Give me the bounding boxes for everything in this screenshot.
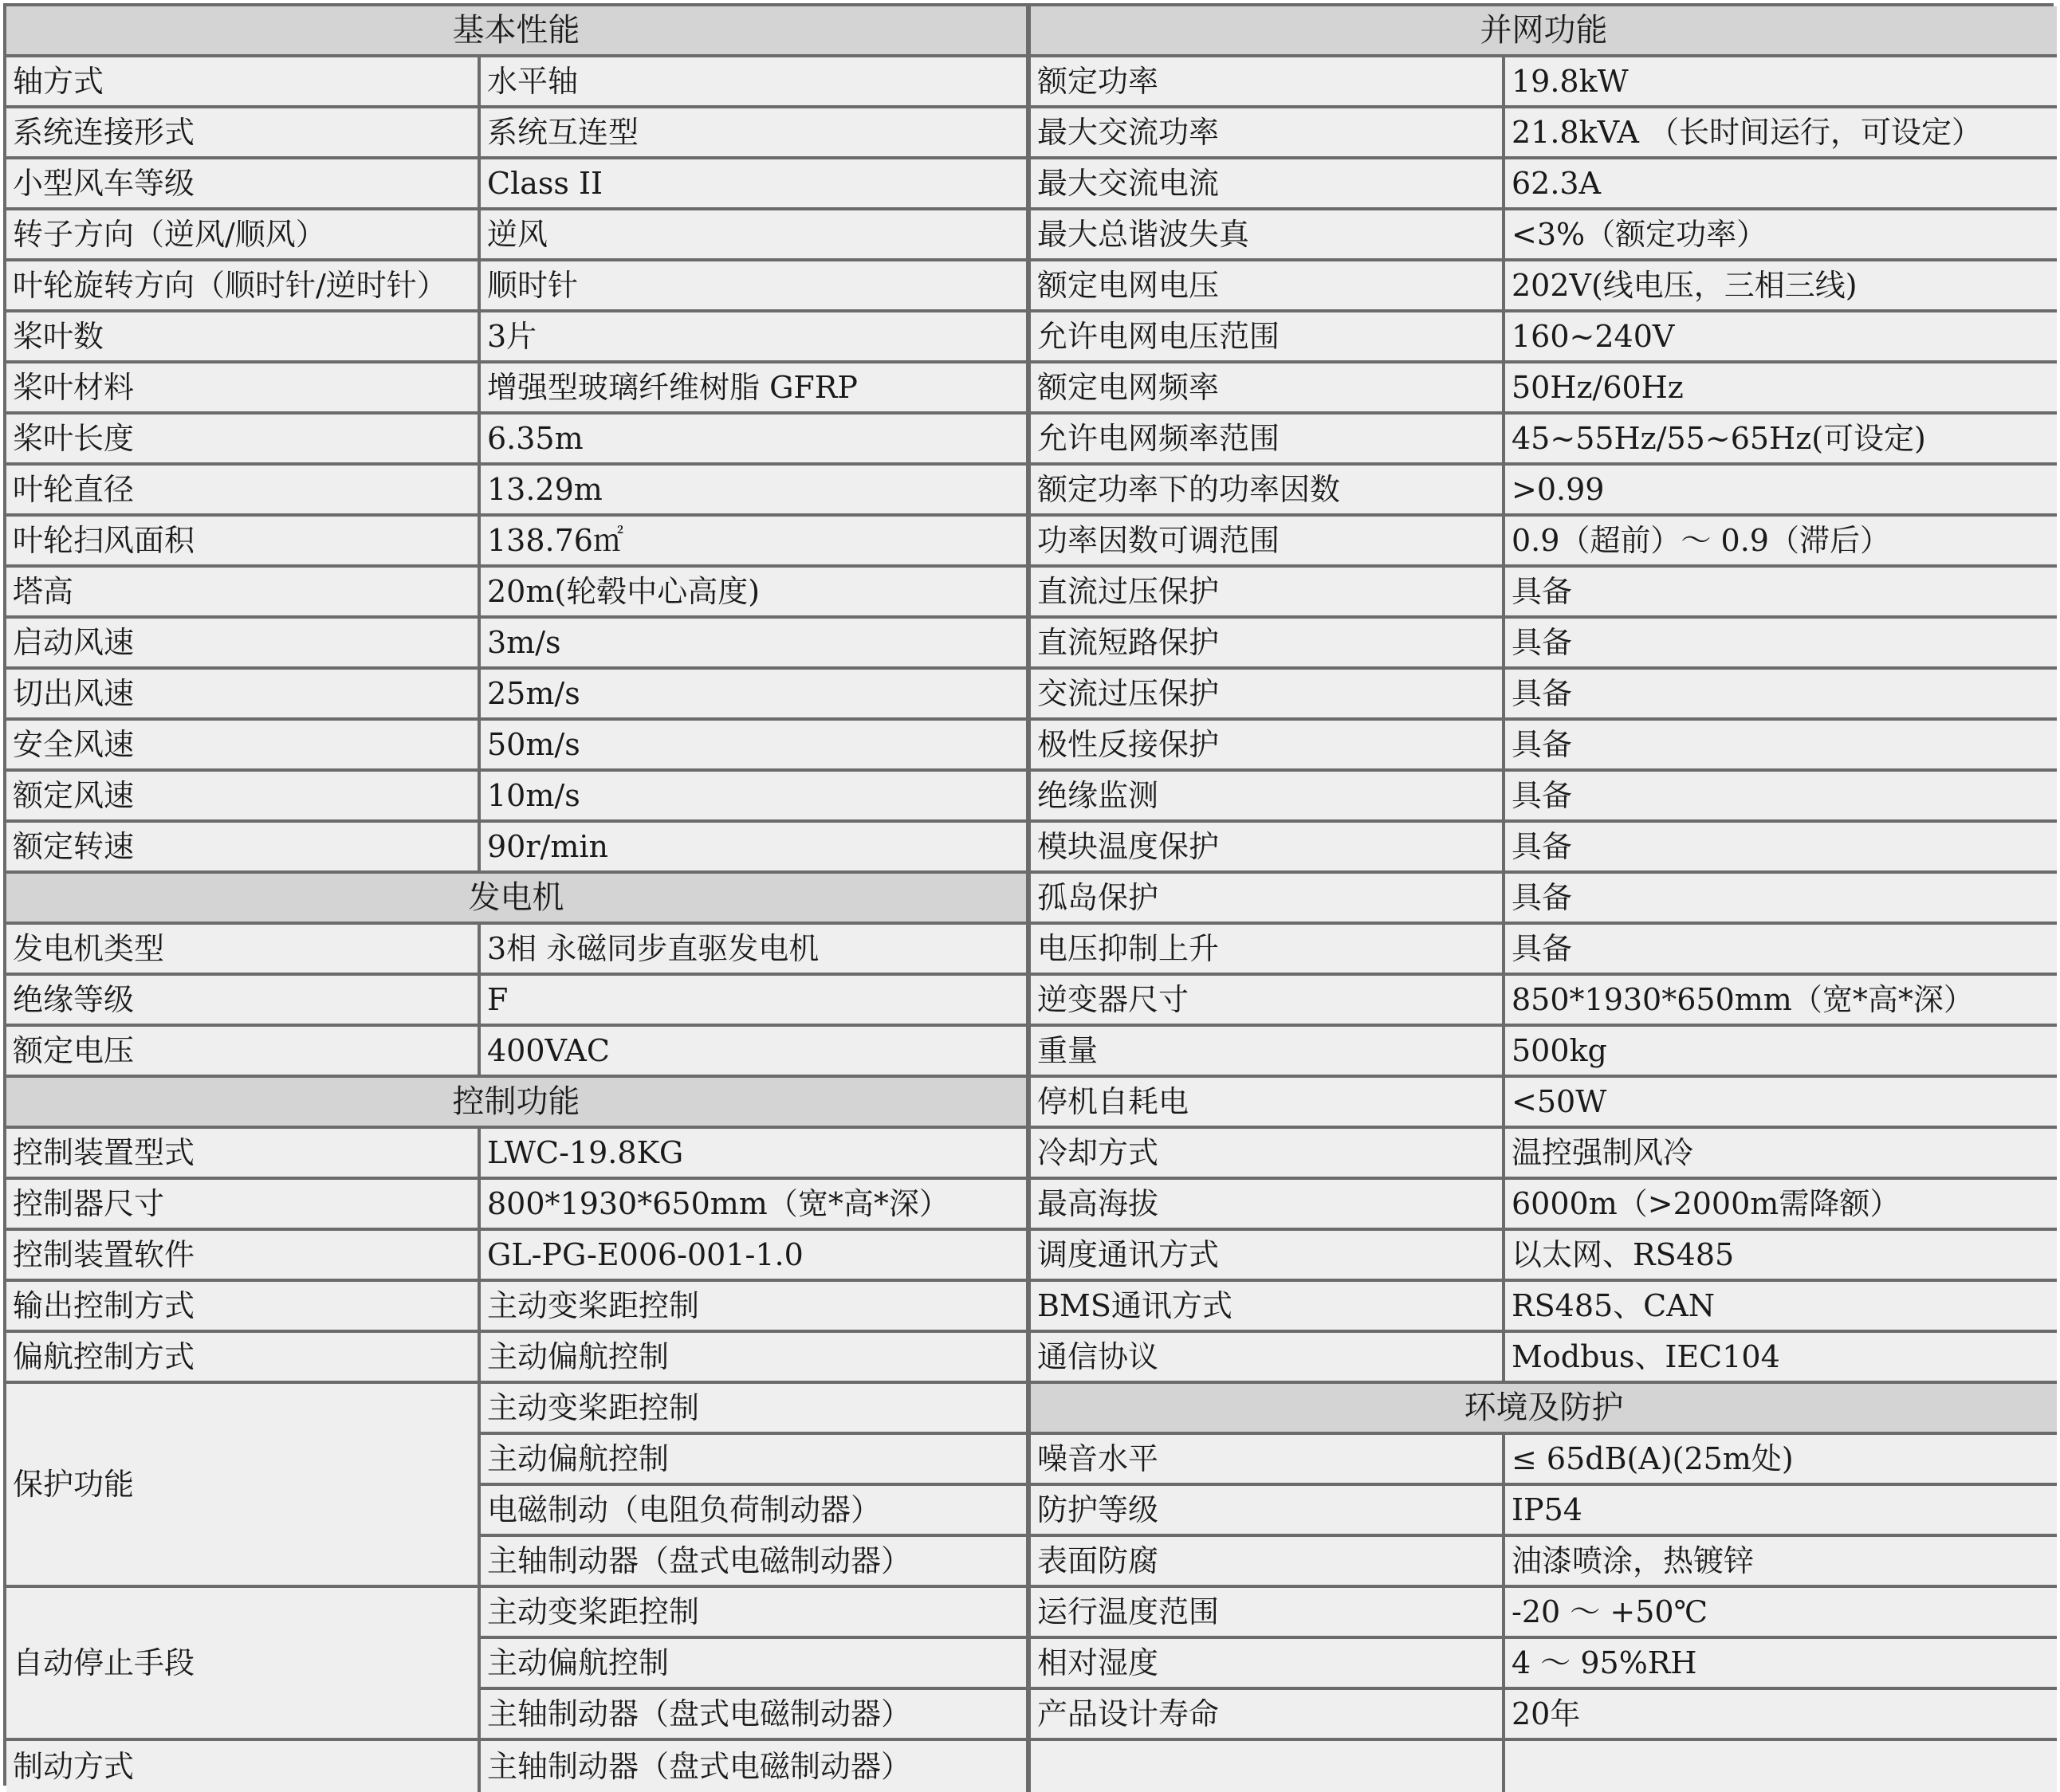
spec-value: IP54 (1505, 1486, 2057, 1537)
spec-label: 叶轮扫风面积 (6, 517, 481, 568)
spec-label: 通信协议 (1031, 1333, 1505, 1384)
spec-label: BMS通讯方式 (1031, 1282, 1505, 1333)
spec-value: 21.8kVA （长时间运行，可设定） (1505, 108, 2057, 159)
spec-value: <50W (1505, 1078, 2057, 1129)
spec-label: 系统连接形式 (6, 108, 481, 159)
spec-value: 具备 (1505, 721, 2057, 772)
spec-label: 额定电网电压 (1031, 261, 1505, 312)
spec-value: 电磁制动（电阻负荷制动器） (481, 1486, 1031, 1537)
spec-label: 轴方式 (6, 57, 481, 108)
spec-value: <3%（额定功率） (1505, 210, 2057, 261)
spec-label: 停机自耗电 (1031, 1078, 1505, 1129)
spec-value: 6.35m (481, 415, 1031, 466)
spec-label: 制动方式 (6, 1741, 481, 1792)
spec-value: 具备 (1505, 925, 2057, 976)
spec-label: 调度通讯方式 (1031, 1231, 1505, 1282)
spec-value: 6000m（>2000m需降额） (1505, 1180, 2057, 1231)
section-header-basic: 基本性能 (6, 6, 1031, 57)
spec-label: 控制装置型式 (6, 1129, 481, 1180)
spec-value: 138.76㎡ (481, 517, 1031, 568)
spec-value: 90r/min (481, 823, 1031, 874)
spec-value: 20年 (1505, 1690, 2057, 1741)
spec-value: 主动偏航控制 (481, 1435, 1031, 1486)
spec-value: 10m/s (481, 772, 1031, 823)
spec-value: 13.29m (481, 466, 1031, 517)
spec-label: 模块温度保护 (1031, 823, 1505, 874)
spec-value: 具备 (1505, 874, 2057, 925)
spec-value: 3片 (481, 312, 1031, 364)
spec-value: 62.3A (1505, 159, 2057, 210)
spec-label-protection: 保护功能 (6, 1384, 481, 1588)
spec-label: 电压抑制上升 (1031, 925, 1505, 976)
spec-label: 桨叶数 (6, 312, 481, 364)
spec-label-autostop: 自动停止手段 (6, 1588, 481, 1741)
spec-label: 控制器尺寸 (6, 1180, 481, 1231)
spec-value: 具备 (1505, 670, 2057, 721)
spec-value: 主动偏航控制 (481, 1333, 1031, 1384)
spec-label: 发电机类型 (6, 925, 481, 976)
spec-value: 油漆喷涂，热镀锌 (1505, 1537, 2057, 1588)
spec-label: 冷却方式 (1031, 1129, 1505, 1180)
spec-value: 主动偏航控制 (481, 1639, 1031, 1690)
section-header-grid: 并网功能 (1031, 6, 2057, 57)
spec-value: 45~55Hz/55~65Hz(可设定) (1505, 415, 2057, 466)
spec-table (3, 3, 2054, 1786)
spec-value: 主轴制动器（盘式电磁制动器） (481, 1537, 1031, 1588)
spec-value: 850*1930*650mm（宽*高*深） (1505, 976, 2057, 1027)
spec-label: 功率因数可调范围 (1031, 517, 1505, 568)
spec-value: 主动变桨距控制 (481, 1384, 1031, 1435)
spec-value: 500kg (1505, 1027, 2057, 1078)
spec-value: 3m/s (481, 619, 1031, 670)
spec-value: 温控强制风冷 (1505, 1129, 2057, 1180)
spec-value: 主轴制动器（盘式电磁制动器） (481, 1690, 1031, 1741)
spec-value: 800*1930*650mm（宽*高*深） (481, 1180, 1031, 1231)
spec-value: 主动变桨距控制 (481, 1282, 1031, 1333)
spec-value: 主轴制动器（盘式电磁制动器） (481, 1741, 1031, 1792)
spec-label: 逆变器尺寸 (1031, 976, 1505, 1027)
spec-value: 具备 (1505, 823, 2057, 874)
spec-value: -20 ～ +50℃ (1505, 1588, 2057, 1639)
spec-label: 产品设计寿命 (1031, 1690, 1505, 1741)
spec-label: 安全风速 (6, 721, 481, 772)
spec-label: 额定电压 (6, 1027, 481, 1078)
spec-label: 启动风速 (6, 619, 481, 670)
spec-label: 额定风速 (6, 772, 481, 823)
spec-label: 重量 (1031, 1027, 1505, 1078)
spec-label: 额定功率下的功率因数 (1031, 466, 1505, 517)
spec-value: 逆风 (481, 210, 1031, 261)
spec-label: 额定转速 (6, 823, 481, 874)
spec-value: RS485、CAN (1505, 1282, 2057, 1333)
spec-value: Class II (481, 159, 1031, 210)
spec-label: 输出控制方式 (6, 1282, 481, 1333)
spec-value: F (481, 976, 1031, 1027)
spec-value: 4 ～ 95%RH (1505, 1639, 2057, 1690)
spec-value: 具备 (1505, 619, 2057, 670)
spec-label: 叶轮旋转方向（顺时针/逆时针） (6, 261, 481, 312)
spec-label: 控制装置软件 (6, 1231, 481, 1282)
spec-label: 最高海拔 (1031, 1180, 1505, 1231)
spec-value: 0.9（超前）～ 0.9（滞后） (1505, 517, 2057, 568)
spec-label: 绝缘监测 (1031, 772, 1505, 823)
spec-label: 相对湿度 (1031, 1639, 1505, 1690)
spec-label: 孤岛保护 (1031, 874, 1505, 925)
spec-label: 小型风车等级 (6, 159, 481, 210)
spec-label: 偏航控制方式 (6, 1333, 481, 1384)
spec-label: 最大交流功率 (1031, 108, 1505, 159)
spec-label: 极性反接保护 (1031, 721, 1505, 772)
spec-value: Modbus、IEC104 (1505, 1333, 2057, 1384)
spec-value: 3相 永磁同步直驱发电机 (481, 925, 1031, 976)
spec-label (1031, 1741, 1505, 1792)
spec-value: 20m(轮毂中心高度) (481, 568, 1031, 619)
spec-label: 交流过压保护 (1031, 670, 1505, 721)
section-header-generator: 发电机 (6, 874, 1031, 925)
spec-label: 直流过压保护 (1031, 568, 1505, 619)
spec-value: 19.8kW (1505, 57, 2057, 108)
spec-label: 切出风速 (6, 670, 481, 721)
spec-value: 以太网、RS485 (1505, 1231, 2057, 1282)
spec-value: 160~240V (1505, 312, 2057, 364)
spec-label: 防护等级 (1031, 1486, 1505, 1537)
section-header-control: 控制功能 (6, 1078, 1031, 1129)
spec-label: 允许电网频率范围 (1031, 415, 1505, 466)
spec-value: 50Hz/60Hz (1505, 364, 2057, 415)
section-header-environment: 环境及防护 (1031, 1384, 2057, 1435)
spec-label: 桨叶长度 (6, 415, 481, 466)
spec-value: GL-PG-E006-001-1.0 (481, 1231, 1031, 1282)
spec-label: 表面防腐 (1031, 1537, 1505, 1588)
spec-value: 增强型玻璃纤维树脂 GFRP (481, 364, 1031, 415)
spec-label: 最大交流电流 (1031, 159, 1505, 210)
spec-value (1505, 1741, 2057, 1792)
spec-label: 噪音水平 (1031, 1435, 1505, 1486)
spec-label: 额定电网频率 (1031, 364, 1505, 415)
spec-label: 额定功率 (1031, 57, 1505, 108)
spec-value: >0.99 (1505, 466, 2057, 517)
spec-label: 运行温度范围 (1031, 1588, 1505, 1639)
spec-label: 绝缘等级 (6, 976, 481, 1027)
spec-label: 桨叶材料 (6, 364, 481, 415)
spec-value: 水平轴 (481, 57, 1031, 108)
spec-label: 叶轮直径 (6, 466, 481, 517)
spec-value: ≤ 65dB(A)(25m处) (1505, 1435, 2057, 1486)
spec-value: 顺时针 (481, 261, 1031, 312)
spec-value: 主动变桨距控制 (481, 1588, 1031, 1639)
spec-label: 转子方向（逆风/顺风） (6, 210, 481, 261)
spec-value: 系统互连型 (481, 108, 1031, 159)
spec-value: 202V(线电压，三相三线) (1505, 261, 2057, 312)
spec-value: 具备 (1505, 772, 2057, 823)
spec-label: 最大总谐波失真 (1031, 210, 1505, 261)
spec-value: 400VAC (481, 1027, 1031, 1078)
spec-label: 塔高 (6, 568, 481, 619)
spec-label: 直流短路保护 (1031, 619, 1505, 670)
spec-value: LWC-19.8KG (481, 1129, 1031, 1180)
spec-value: 50m/s (481, 721, 1031, 772)
spec-label: 允许电网电压范围 (1031, 312, 1505, 364)
spec-value: 25m/s (481, 670, 1031, 721)
spec-value: 具备 (1505, 568, 2057, 619)
